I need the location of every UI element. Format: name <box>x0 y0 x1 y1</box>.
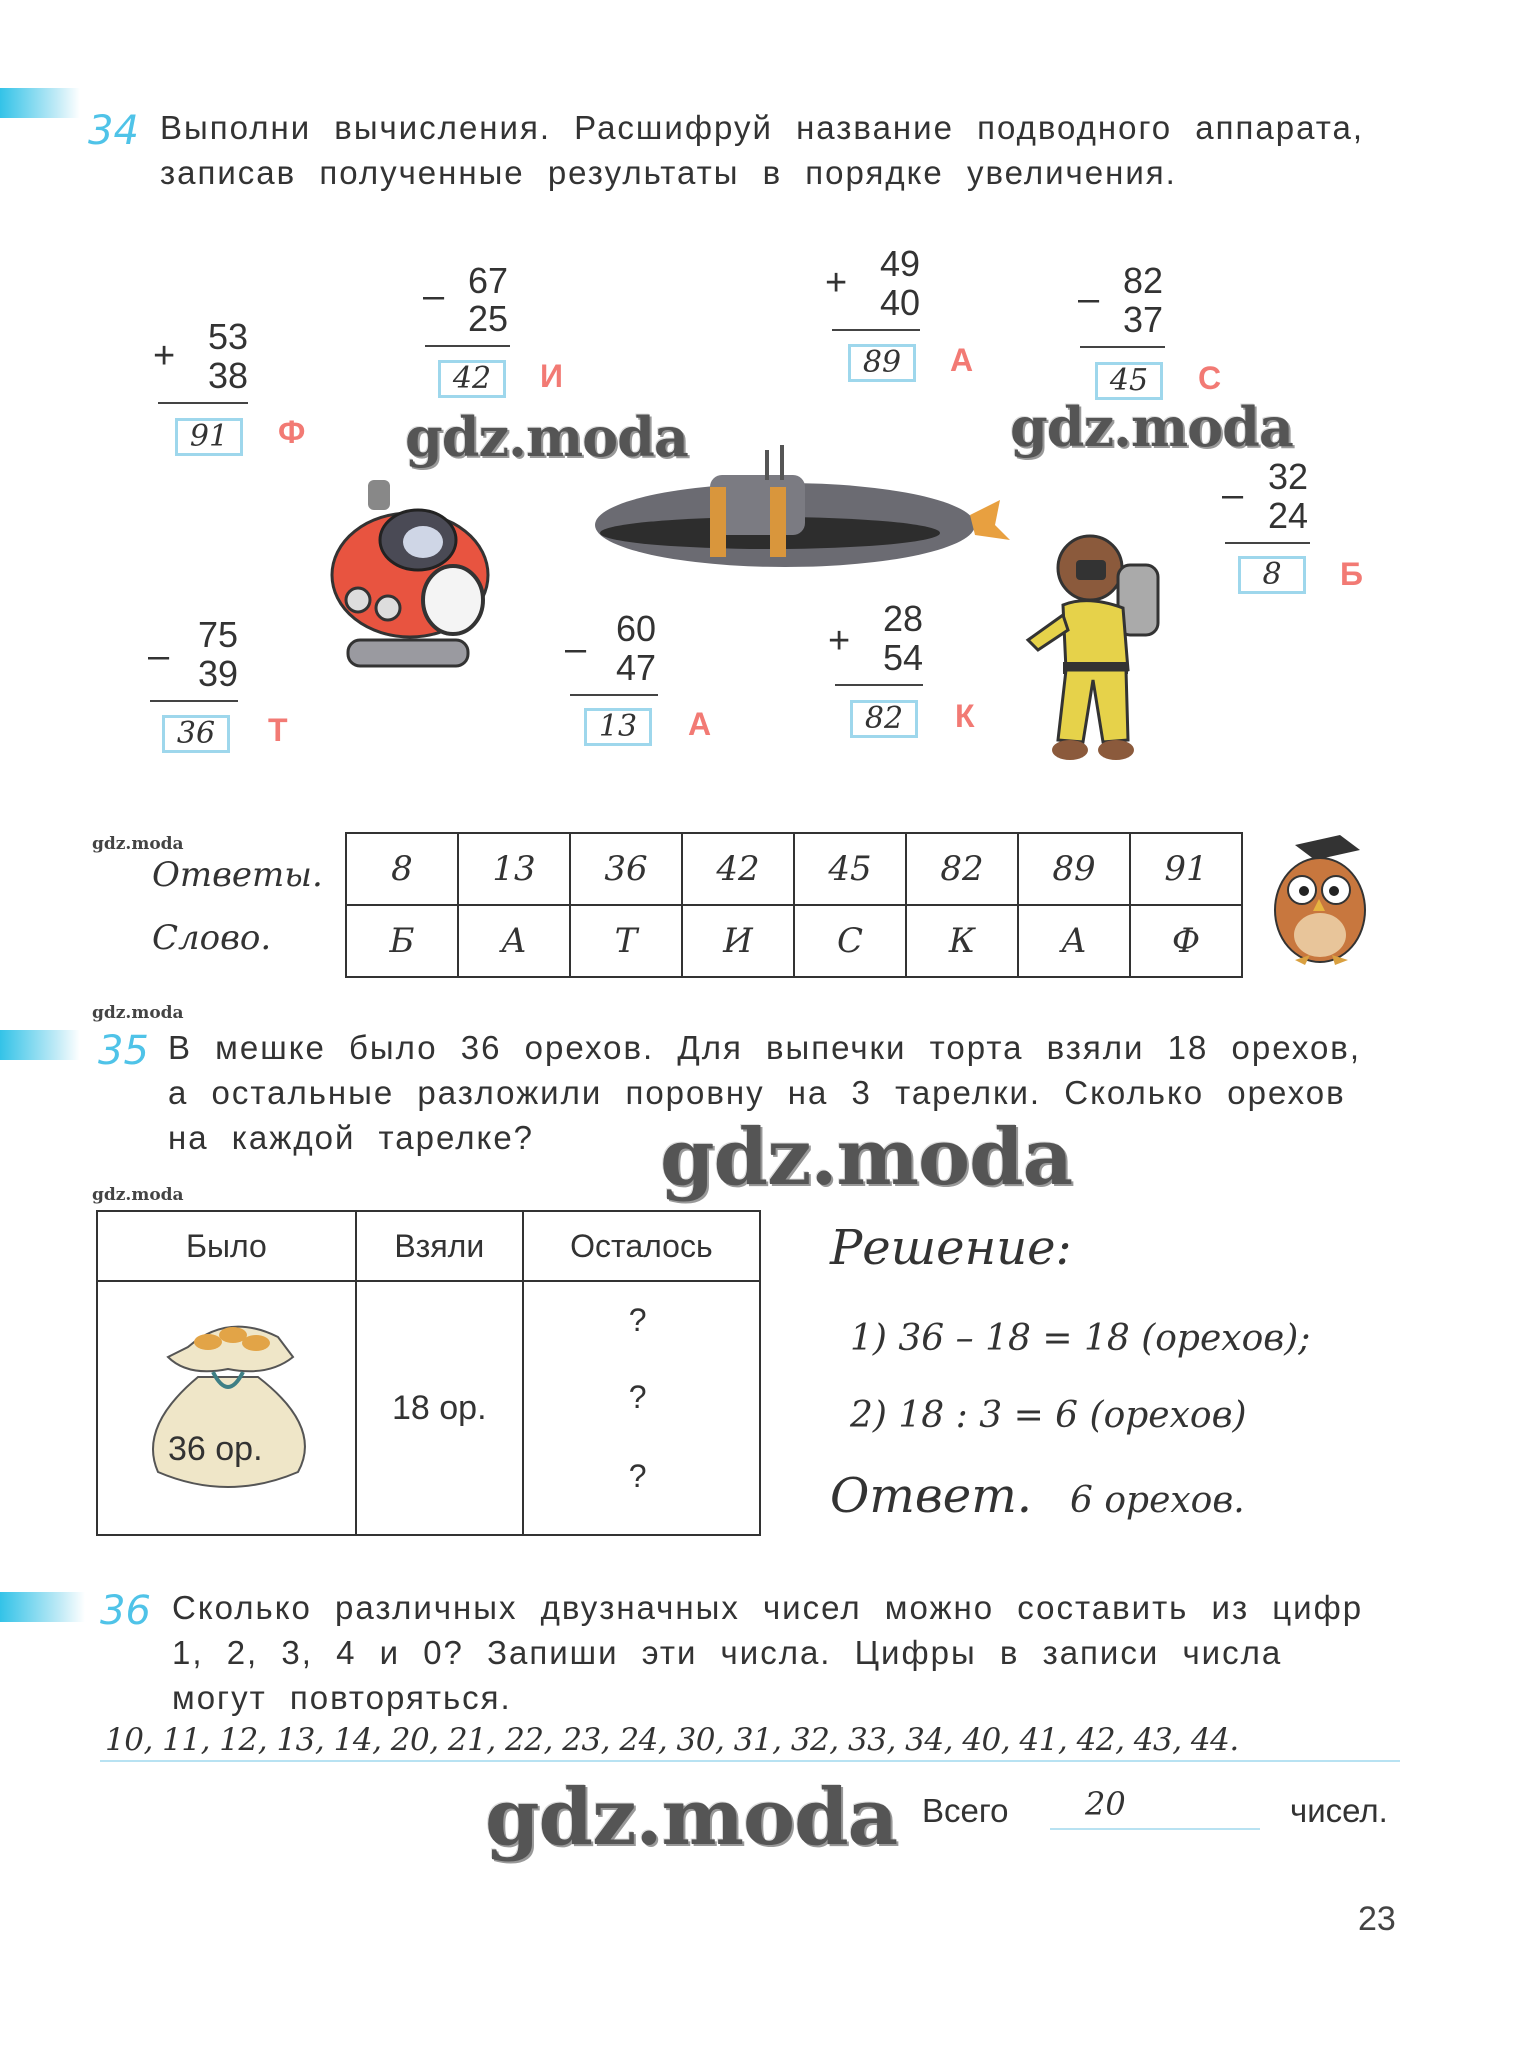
cipher-letter: А <box>950 342 974 378</box>
question-mark: ? <box>628 1302 647 1338</box>
operand: 40 <box>879 282 920 323</box>
letter-cell: Т <box>570 905 682 977</box>
answer-cell: 89 <box>1018 833 1130 905</box>
watermark: gdz.moda <box>1010 395 1293 459</box>
answer-box: 82 <box>850 700 918 738</box>
writing-line <box>100 1760 1400 1762</box>
nut-bag-icon <box>128 1307 328 1507</box>
answer-cell: 45 <box>794 833 906 905</box>
cipher-letter: Ф <box>278 414 306 450</box>
operand: 38 <box>207 355 248 396</box>
owl-illustration <box>1260 825 1380 970</box>
task-number: 34 <box>88 108 139 154</box>
answer-box: 8 <box>1238 556 1306 594</box>
word-row-label: Слово. <box>152 918 272 958</box>
op-sign: + <box>828 620 851 662</box>
answer-box: 45 <box>1095 362 1163 400</box>
op-sign: – <box>1222 474 1244 516</box>
question-mark: ? <box>628 1379 647 1415</box>
operand: 25 <box>467 298 508 339</box>
operand: 37 <box>1122 299 1163 340</box>
table-header-row <box>97 1211 760 1281</box>
task-text: Сколько различных двузначных чисел можно составить из цифр <box>172 1589 1364 1626</box>
letter-cell: И <box>682 905 794 977</box>
result-line <box>1080 346 1165 348</box>
result-line <box>150 700 238 702</box>
op-sign: – <box>148 635 170 677</box>
writing-line <box>1050 1828 1260 1830</box>
op-sign: + <box>825 262 848 304</box>
answer-cell: 36 <box>570 833 682 905</box>
total-value: 20 <box>1085 1785 1126 1823</box>
solution-step: 1) 36 – 18 = 18 (орехов); <box>850 1318 1311 1359</box>
watermark: gdz.moda <box>92 1003 184 1023</box>
answer-cell: 91 <box>1130 833 1242 905</box>
result-line <box>570 694 658 696</box>
cipher-letter: Б <box>1340 556 1363 592</box>
task-stripe <box>0 88 80 118</box>
taken-cell: 18 ор. <box>356 1281 523 1535</box>
answers-row-label: Ответы. <box>152 855 323 895</box>
cipher-letter: А <box>688 706 712 742</box>
op-sign: – <box>1078 278 1100 320</box>
answer-box: 36 <box>162 715 230 753</box>
task-text: на каждой тарелке? <box>168 1119 535 1156</box>
task-text: Выполни вычисления. Расшифруй название подводного аппарата, <box>160 109 1364 146</box>
solution-title: Решение: <box>830 1220 1072 1276</box>
operand: 24 <box>1267 495 1308 536</box>
question-mark: ? <box>628 1458 647 1494</box>
word-row <box>346 905 1242 977</box>
remaining-cell <box>523 1281 760 1535</box>
bathyscaphe-illustration <box>318 480 503 680</box>
operand: 67 <box>467 260 508 301</box>
diver-illustration <box>1018 530 1178 770</box>
answer-box: 42 <box>438 360 506 398</box>
solution-step: 2) 18 : 3 = 6 (орехов) <box>850 1395 1247 1436</box>
operand: 82 <box>1122 260 1163 301</box>
header-taken: Взяли <box>356 1211 523 1281</box>
answer-box: 13 <box>584 708 652 746</box>
op-sign: – <box>423 275 445 317</box>
task-number: 35 <box>98 1028 149 1074</box>
answer-cell: 13 <box>458 833 570 905</box>
answer-cell: 82 <box>906 833 1018 905</box>
bag-label: 36 ор. <box>168 1430 263 1468</box>
letter-cell: К <box>906 905 1018 977</box>
letter-cell: С <box>794 905 906 977</box>
task-stripe <box>0 1030 80 1060</box>
result-line <box>425 345 510 347</box>
op-sign: – <box>565 628 587 670</box>
task-text: 1, 2, 3, 4 и 0? Запиши эти числа. Цифры в записи числа <box>172 1634 1283 1671</box>
watermark: gdz.moda <box>485 1772 898 1863</box>
total-prefix: Всего <box>922 1792 1009 1829</box>
task-text: В мешке было 36 орехов. Для выпечки торта взяли 18 орехов, <box>168 1029 1361 1066</box>
operand: 39 <box>197 653 238 694</box>
total-suffix: чисел. <box>1290 1792 1388 1829</box>
task-stripe <box>0 1592 85 1622</box>
operand: 60 <box>615 608 656 649</box>
header-remaining: Осталось <box>523 1211 760 1281</box>
task-number: 36 <box>100 1588 151 1634</box>
cipher-table <box>345 832 1243 978</box>
answer-box: 89 <box>848 344 916 382</box>
operand: 53 <box>207 316 248 357</box>
watermark: gdz.moda <box>660 1112 1073 1203</box>
letter-cell: А <box>458 905 570 977</box>
operand: 49 <box>879 243 920 284</box>
result-line <box>158 402 248 404</box>
result-line <box>1225 542 1310 544</box>
cipher-letter: К <box>955 698 975 734</box>
task-text: а остальные разложили поровну на 3 тарелки. Сколько орехов <box>168 1074 1346 1111</box>
letter-cell: А <box>1018 905 1130 977</box>
watermark: gdz.moda <box>405 405 688 469</box>
watermark: gdz.moda <box>92 1185 184 1205</box>
letter-cell: Ф <box>1130 905 1242 977</box>
answer-box: 91 <box>175 418 243 456</box>
table-row <box>97 1281 760 1535</box>
result-line <box>835 684 923 686</box>
header-was: Было <box>97 1211 356 1281</box>
letter-cell: Б <box>346 905 458 977</box>
watermark: gdz.moda <box>92 834 184 854</box>
page-number: 23 <box>1358 1900 1396 1938</box>
cipher-letter: И <box>540 358 563 394</box>
answer-text: 6 орехов. <box>1070 1480 1245 1521</box>
task-text: записав полученные результаты в порядке увеличения. <box>160 154 1177 191</box>
answer-label: Ответ. <box>830 1468 1032 1524</box>
cipher-letter: Т <box>268 712 288 748</box>
result-line <box>832 329 920 331</box>
bag-cell <box>97 1281 356 1535</box>
operand: 28 <box>882 598 923 639</box>
operand: 75 <box>197 614 238 655</box>
task-text: могут повторяться. <box>172 1679 512 1716</box>
operand: 54 <box>882 637 923 678</box>
op-sign: + <box>153 335 176 377</box>
operand: 32 <box>1267 456 1308 497</box>
answer-cell: 8 <box>346 833 458 905</box>
nuts-table <box>96 1210 761 1536</box>
cipher-letter: С <box>1198 360 1222 396</box>
written-numbers: 10, 11, 12, 13, 14, 20, 21, 22, 23, 24, 30, 31, 32, 33, 34, 40, 41, 42, 43, 44. <box>105 1722 1239 1758</box>
operand: 47 <box>615 647 656 688</box>
answers-row <box>346 833 1242 905</box>
answer-cell: 42 <box>682 833 794 905</box>
